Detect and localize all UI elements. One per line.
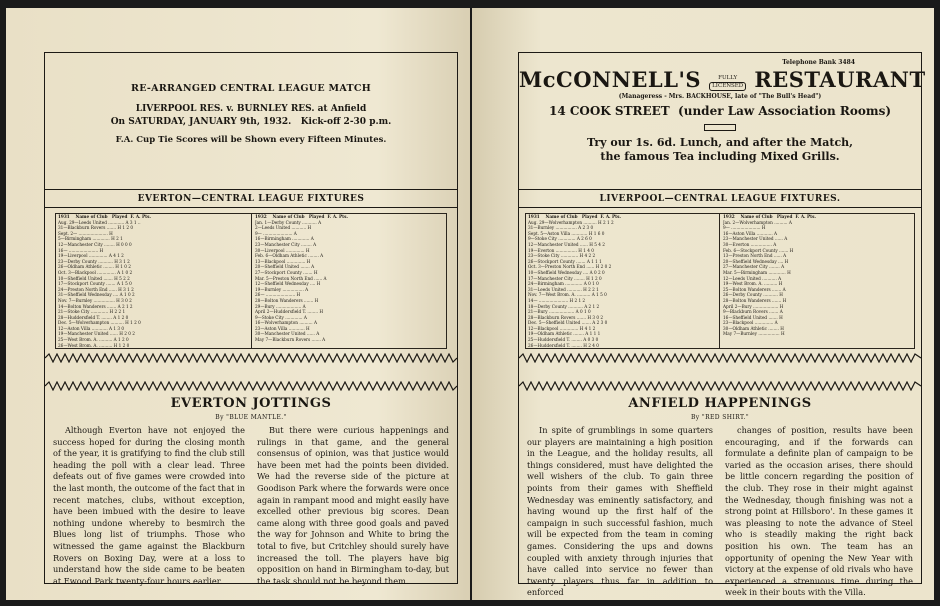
table-row: 9— ...................... A [255, 230, 297, 236]
table-row: 26—Derby County ........... H [723, 292, 783, 298]
table-row: 12—Aston Villa ............ A 1 3 0 [58, 325, 125, 331]
table-row: 9— ...................... H [723, 225, 766, 231]
table-row: 12—Sheffield Wednesday .... H [255, 281, 321, 287]
table-row: Sept. 5—Aston Villa ............ H 1 6 0 [528, 230, 605, 236]
table-row: 16—Aston Villa ............ A [723, 230, 778, 236]
table-row: 26—West Brom. A. .......... H 1 2 0 [58, 342, 130, 348]
table-row: 16—Wolverhampton .......... A [255, 320, 317, 326]
table-row: 29—Bury ................... A [255, 303, 306, 309]
table-row: 28—Bolton Wanderers ....... H [255, 297, 319, 303]
table-row: 23—Manchester United ...... A [723, 236, 788, 242]
notice-match: LIVERPOOL RES. v. BURNLEY RES. at Anfield [135, 104, 367, 114]
table-row: 23—Derby County ........... H 3 1 2 [58, 258, 130, 264]
table-row: 16— ...................... H [58, 247, 104, 253]
table-row: May 7—Burnley ................ H [723, 331, 785, 337]
match-notice [45, 83, 457, 145]
left-page [6, 8, 470, 600]
everton-fixtures-title: EVERTON—CENTRAL LEAGUE FIXTURES [137, 194, 365, 204]
table-row: 26—Huddersfield T. ........ H 2 4 0 [528, 342, 599, 348]
table-row: 9—Stoke City ............. A 2 6 0 [528, 236, 592, 242]
zigzag-border [519, 381, 921, 391]
table-row: 12—Blackpool .............. H 4 1 2 [528, 325, 596, 331]
table-row: 16—Birmingham ............. A [255, 236, 314, 242]
table-row: 13—Blackpool .............. H [255, 258, 311, 264]
divider [45, 189, 457, 190]
table-row: 31—Sheffield Wednesday .... A 1 0 2 [58, 292, 135, 298]
table-row: 31—Blackburn Rovers ....... H 1 2 0 [58, 225, 134, 231]
table-row: Oct. 3—Preston North End ...... H 2 0 2 [528, 264, 612, 270]
ad-line2: the famous Tea including Mixed Grills. [600, 150, 840, 163]
table-row: Aug. 29—Wolverhampton .......... H 2 1 2 [528, 219, 614, 225]
table-row: Dec. 5—Sheffield United ....... A 2 3 0 [528, 320, 608, 326]
table-row: 23—Manchester City ........ A [255, 241, 317, 247]
fixtures-col-1932 [255, 214, 443, 348]
notice-heading: RE-ARRANGED CENTRAL LEAGUE MATCH [131, 83, 371, 94]
table-row: 19—West Brom. A. .......... H [723, 281, 783, 287]
right-page [472, 8, 934, 600]
table-row: 31—Leeds United ........... H 2 2 1 [528, 286, 599, 292]
table-row: Jan. 2—Wolverhampton .......... A [723, 219, 792, 225]
jottings-byline: By "BLUE MANTLE." [215, 414, 287, 421]
zigzag-border [45, 353, 457, 363]
table-row: 24—Preston North End ...... H 3 1 2 [58, 286, 134, 292]
table-row: 27—Stockport County ....... H [255, 269, 318, 275]
table-row: 25—Huddersfield T. ........ A 0 3 0 [528, 337, 599, 343]
table-row: 17—Manchester City ........ H 1 2 0 [528, 275, 602, 281]
jottings-column-1: Although Everton have not enjoyed the success hoped for during the closing month of the year, it is gratifying to find the club still heading the poll with a clear lead. Three defeats out of five games were crowded into the last month, the outcome of the fact that in recent matches, clubs, without exception, have been imbued with the desire to leave nothing undone whereby to besmirch the Blues long list of triumphs. Those who witnessed the game against the Blackburn Rovers on Boxing Day, were at a loss to understand how the side came to be beaten at Ewood Park twenty-four hours earlier. [53, 425, 245, 586]
fixture-rows [528, 220, 716, 349]
ad-address: 14 COOK STREET (under Law Association Rooms) [548, 104, 892, 118]
fixtures-col-1931 [58, 214, 248, 348]
divider [519, 189, 921, 190]
table-row: 27—Manchester City ........ A [723, 264, 785, 270]
table-row: 19—Manchester United ...... H 2 0 2 [58, 331, 135, 337]
table-row: 28—Blackburn Rovers ....... H 3 0 2 [528, 314, 604, 320]
table-row: 23—Aston Villa ............ H [255, 325, 310, 331]
notice-cup-scores: F.A. Cup Tie Scores will be Shown every Fifteen Minutes. [115, 135, 387, 145]
table-row: Oct. 3—Blackpool .............. A 1 0 2 [58, 269, 133, 275]
table-row: 28—Bolton Wanderers ....... H [723, 297, 787, 303]
table-row: 16—Sheffield United ....... H [723, 314, 783, 320]
jottings-column-2: But there were curious happenings and rulings in that game, and the general consensus of opinion, was that justice would have been met had the points been divided. We had the reverse side of the picture at Goodison Park where the forwards were once again in rampant mood and might easily have excelled other previous big scores. Dean came along with three good goals and paved the way for Johnson and White to bring the total to five, but Critchley should surely have increased the toll. The players have big opposition on hand in Birmingham to-day, but the task should not be beyond them. [257, 425, 449, 586]
divider [519, 207, 921, 208]
ad-line1: Try our 1s. 6d. Lunch, and after the Match, [587, 136, 853, 149]
table-row: 19—Oldham Athletic ........ A 1 1 1 [528, 331, 601, 337]
table-header: 1931 Name of Club Played F. A. Pts. [528, 214, 621, 219]
table-row: 12—Leeds United ........... A [723, 275, 782, 281]
table-row: 20—Sheffield Wednesday .... H [723, 258, 789, 264]
table-row: 25—West Brom. A. .......... A 1 2 0 [58, 337, 129, 343]
liverpool-fixtures-title: LIVERPOOL—CENTRAL LEAGUE FIXTURES. [599, 194, 841, 204]
happenings-byline: By "RED SHIRT." [691, 414, 749, 421]
ad-licence: FULLY LICENSED [709, 75, 746, 91]
table-row: 14—Bolton Wanderers ....... A 2 1 2 [58, 303, 133, 309]
notice-date: On SATURDAY, JANUARY 9th, 1932. Kick-off 2-30 p.m. [110, 117, 392, 127]
table-row: Feb. 6—Oldham Athletic ........ A [255, 253, 324, 259]
zigzag-border [45, 381, 457, 391]
table-header: 1932 Name of Club Played F. A. Pts. [255, 214, 348, 219]
happenings-column-1: In spite of grumblings in some quarters our players are maintaining a high position in the League, and the holiday results, all things considered, must have delighted the well wishers of the club. To gain three points from their games with Sheffield Wednesday was eminently satisfactory, and having wound up the first half of the campaign in such successful fashion, much will be expected from the team in coming games. Considering the ups and downs coupled with anxiety through injuries that have called into service no fewer than twenty players thus far in addition to enforced [527, 425, 713, 598]
jottings-title: EVERTON JOTTINGS [170, 396, 332, 411]
table-row: Nov. 7—West Brom. A. .......... A 1 5 0 [528, 292, 607, 298]
table-row: 26—Stockport County ....... A 1 1 1 [528, 258, 602, 264]
table-row: 21—Bury ................... A 0 1 0 [528, 309, 591, 315]
table-row: 30—Oldham Athletic ........ H [723, 325, 784, 331]
ad-name-line [519, 67, 926, 92]
table-row: 17—Stockport County ....... A 1 5 0 [58, 281, 132, 287]
table-row: Aug. 29—Leeds United ............ A 3 1 .. [58, 219, 141, 225]
ad-telephone: Telephone Bank 3484 [782, 59, 855, 66]
table-row: 18—Derby County ........... A 2 1 2 [528, 303, 600, 309]
table-row: 10—Sheffield United ....... H 5 2 2 [58, 275, 130, 281]
table-row: 19—Liverpool .............. A 4 1 2 [58, 253, 124, 259]
column-divider [719, 214, 720, 348]
table-row: 26—Oldham Athletic ........ H 1 0 2 [58, 264, 131, 270]
ad-ornament [704, 124, 736, 131]
ad-restaurant: RESTAURANT [754, 67, 926, 92]
right-frame [518, 52, 926, 598]
table-header: 1931 Name of Club Played F. A. Pts. [58, 214, 151, 219]
table-row: 30—Liverpool .............. H [255, 247, 310, 253]
table-row: Mar. 5—Preston North End ...... A [255, 275, 327, 281]
table-row: 31—Burnley ................ A 2 3 0 [528, 225, 594, 231]
fixture-rows [255, 220, 443, 343]
fixtures-col-1931 [528, 214, 716, 348]
fixture-rows [58, 220, 248, 349]
ad-name: McCONNELL'S [519, 67, 702, 92]
table-row: 5—Birmingham ............. H 2 1 [58, 236, 123, 242]
table-row: 23—Blackpool .............. A [723, 320, 778, 326]
divider [45, 207, 457, 208]
everton-fixtures-table [55, 213, 447, 349]
table-row: 9—Blackburn Rovers ....... A [723, 309, 783, 315]
table-row: 19—Burnley ................ A [255, 286, 309, 292]
table-row: 28—Huddersfield T. ........ A 1 2 0 [58, 314, 129, 320]
table-row: 2—Leeds United ........... H [255, 225, 312, 231]
table-row: 9—Stoke City ............. A [255, 314, 307, 320]
table-row: May 7—Blackburn Rovers ....... A [255, 337, 326, 343]
table-row: 24—Birmingham ............. A 0 1 0 [528, 281, 599, 287]
fixtures-col-1932 [723, 214, 911, 348]
happenings-title: ANFIELD HAPPENINGS [628, 396, 812, 411]
table-header: 1932 Name of Club Played F. A. Pts. [723, 214, 816, 219]
fixture-rows [723, 220, 911, 337]
table-row: April 2—Huddersfield T. ........ H [255, 309, 323, 315]
table-row: 30—Manchester United ...... A [255, 331, 320, 337]
table-row: 12—Manchester City ........ H 0 0 0 [58, 241, 132, 247]
table-row: 26— ...................... H [255, 292, 301, 298]
table-row: 30—Everton ................ A [723, 241, 777, 247]
table-row: April 2—Bury ................... H [723, 303, 784, 309]
table-row: 20—Sheffield United ....... A [255, 264, 315, 270]
column-divider [251, 214, 252, 348]
ad-manageress: (Manageress - Mrs. BACKHOUSE, late of "The Bull's Head") [618, 93, 822, 100]
table-row: 23—Stoke City ............. H 4 2 2 [528, 253, 596, 259]
programme-spread [6, 8, 934, 600]
table-row: Mar. 5—Birmingham ............. H [723, 269, 791, 275]
table-row: Jan. 1—Derby County ........... A [255, 219, 322, 225]
table-row: 12—Manchester United ...... H 5 4 2 [528, 241, 605, 247]
table-row: Nov. 7—Burnley ................ H 3 0 2 [58, 297, 132, 303]
table-row: 19—Everton ................ H 1 4 0 [528, 247, 594, 253]
liverpool-fixtures-table [525, 213, 915, 349]
restaurant-advert [519, 59, 926, 163]
happenings-column-2: changes of position, results have been encouraging, and if the forwards can formulate a definite plan of campaign to be varied as the occasion arises, there should be little concern regarding the position of the club. They rose in their might against the Wednesday, though finishing was not a strong point at Hillsboro'. In these games it was pleasing to note the advance of Steel who is steadily making the right back position his own. The team has an opportunity of opening the New Year with victory at the expense of old rivals who have experienced a strenuous time during the week in their bouts with the Villa. [725, 425, 913, 598]
table-row: Sept. 2— ...................... H [58, 230, 113, 236]
table-row: 14— ...................... H 2 1 2 [528, 297, 586, 303]
table-row: 25—Bolton Wanderers ....... A [723, 286, 786, 292]
left-frame [44, 52, 458, 584]
table-row: 13—Preston North End ...... A [723, 253, 787, 259]
table-row: Feb. 6—Stockport County ....... H [723, 247, 794, 253]
table-row: Dec. 5—Wolverhampton .......... H 1 2 0 [58, 320, 141, 326]
table-row: 21—Stoke City ............. H 2 2 1 [58, 309, 126, 315]
zigzag-border [519, 353, 921, 363]
table-row: 10—Sheffield Wednesday .... A 0 2 0 [528, 269, 605, 275]
